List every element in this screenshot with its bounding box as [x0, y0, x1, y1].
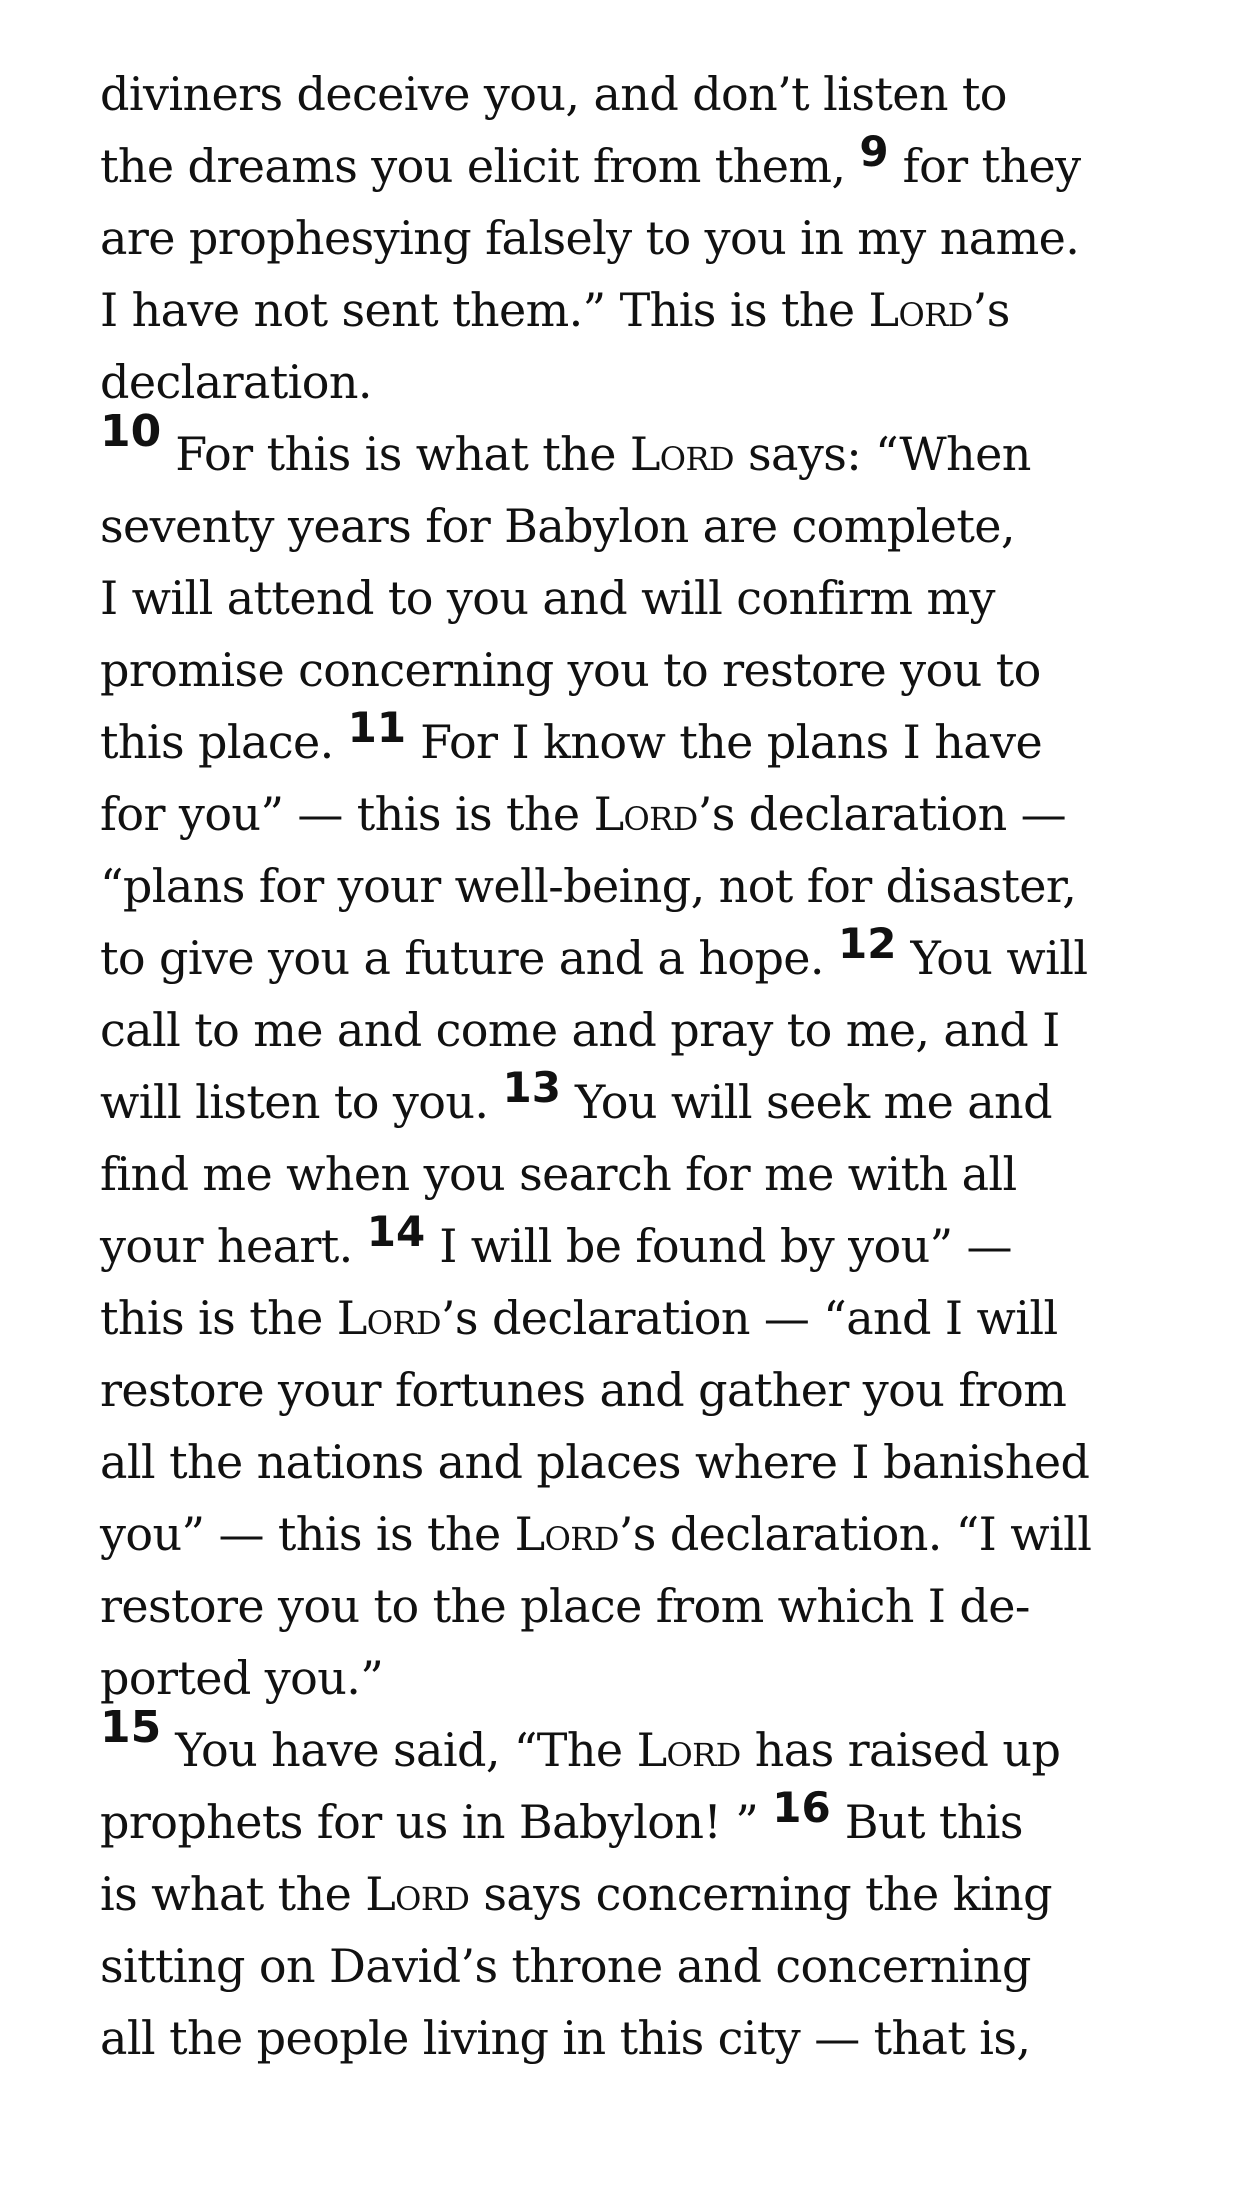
- text-line: [100, 1642, 1242, 1714]
- verse-text: says concerning the king: [469, 1867, 1052, 1921]
- verse-text: to give you a future and a hope.: [100, 931, 838, 985]
- verse-text: ’s declaration —: [697, 787, 1067, 841]
- verse-text: You will seek me and: [560, 1075, 1052, 1129]
- verse-number: 10: [100, 406, 162, 457]
- verse-text: I will be found by you” —: [425, 1219, 1012, 1273]
- verse-text: call to me and come and pray to me, and I: [100, 1003, 1060, 1057]
- text-line: [100, 634, 1242, 706]
- divine-name: Lord: [868, 283, 973, 337]
- verse-text: “plans for your well-being, not for disaster,: [100, 859, 1077, 913]
- divine-name: Lord: [514, 1507, 619, 1561]
- verse-text: has raised up: [740, 1723, 1061, 1777]
- verse-text: are prophesying falsely to you in my name.: [100, 211, 1080, 265]
- verse-text: for you” — this is the: [100, 787, 594, 841]
- text-line: [100, 1930, 1242, 2002]
- verse-number: 13: [502, 1063, 561, 1112]
- text-line: [100, 1282, 1242, 1354]
- text-line: [100, 2002, 1242, 2074]
- divine-name: Lord: [629, 427, 734, 481]
- verse-text: diviners deceive you, and don’t listen to: [100, 67, 1007, 121]
- verse-text: ported you.”: [100, 1651, 384, 1705]
- text-line: [100, 1702, 1242, 1786]
- verse-text: this place.: [100, 715, 348, 769]
- text-line: [100, 274, 1242, 346]
- verse-text: ’s: [972, 283, 1010, 337]
- text-line: [100, 1426, 1242, 1498]
- verse-text: declaration.: [100, 355, 372, 409]
- verse-number: 15: [100, 1702, 162, 1753]
- text-line: [100, 994, 1242, 1066]
- text-line: [100, 1858, 1242, 1930]
- verse-number: 9: [859, 127, 889, 176]
- text-line: [100, 703, 1242, 778]
- text-line: [100, 562, 1242, 634]
- verse-number: 11: [347, 703, 407, 752]
- text-line: [100, 1570, 1242, 1642]
- verse-text: You have said, “The: [161, 1723, 637, 1777]
- verse-text: promise concerning you to restore you to: [100, 643, 1041, 697]
- verse-text: I will attend to you and will confirm my: [100, 571, 995, 625]
- text-line: [100, 58, 1242, 130]
- verse-text: restore your fortunes and gather you from: [100, 1363, 1067, 1417]
- text-line: [100, 490, 1242, 562]
- verse-number: 12: [837, 919, 897, 968]
- verse-text: all the people living in this city — that is,: [100, 2011, 1031, 2065]
- verse-text: ’s declaration — “and I will: [440, 1291, 1058, 1345]
- text-line: [100, 1354, 1242, 1426]
- divine-name: Lord: [593, 787, 698, 841]
- verse-text: ’s declaration. “I will: [618, 1507, 1092, 1561]
- text-line: [100, 1783, 1242, 1858]
- verse-text: says: “When: [734, 427, 1031, 481]
- divine-name: Lord: [336, 1291, 441, 1345]
- text-line: [100, 202, 1242, 274]
- text-line: [100, 919, 1242, 994]
- verse-text: prophets for us in Babylon! ”: [100, 1795, 773, 1849]
- verse-text: will listen to you.: [100, 1075, 503, 1129]
- verse-text: For I know the plans I have: [406, 715, 1043, 769]
- verse-text: the dreams you elicit from them,: [100, 139, 860, 193]
- text-line: [100, 127, 1242, 202]
- verse-text: your heart.: [100, 1219, 367, 1273]
- verse-text: sitting on David’s throne and concerning: [100, 1939, 1031, 1993]
- divine-name: Lord: [365, 1867, 470, 1921]
- verse-text: You will: [896, 931, 1088, 985]
- verse-text: this is the: [100, 1291, 337, 1345]
- verse-text: For this is what the: [161, 427, 630, 481]
- verse-text: But this: [830, 1795, 1023, 1849]
- verse-number: 16: [772, 1783, 831, 1832]
- text-line: [100, 778, 1242, 850]
- text-line: [100, 850, 1242, 922]
- text-line: [100, 1207, 1242, 1282]
- verse-text: for they: [888, 139, 1081, 193]
- text-line: [100, 406, 1242, 490]
- verse-text: you” — this is the: [100, 1507, 515, 1561]
- verse-text: I have not sent them.” This is the: [100, 283, 869, 337]
- text-line: [100, 346, 1242, 418]
- text-line: [100, 1138, 1242, 1210]
- divine-name: Lord: [636, 1723, 741, 1777]
- verse-text: seventy years for Babylon are complete,: [100, 499, 1015, 553]
- text-line: [100, 1498, 1242, 1570]
- verse-text: find me when you search for me with all: [100, 1147, 1017, 1201]
- verse-text: all the nations and places where I banished: [100, 1435, 1090, 1489]
- text-line: [100, 1063, 1242, 1138]
- verse-number: 14: [366, 1207, 426, 1256]
- verse-text: restore you to the place from which I de-: [100, 1579, 1030, 1633]
- verse-text: is what the: [100, 1867, 366, 1921]
- scripture-passage: [100, 58, 1242, 2074]
